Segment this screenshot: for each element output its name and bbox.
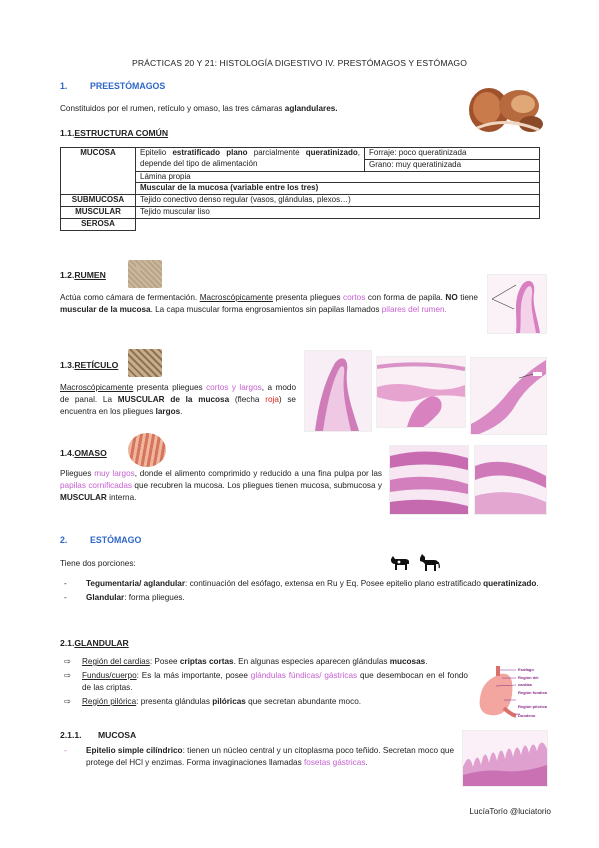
- submucosa-cell: Tejido conectivo denso regular (vasos, glándulas, plexos…): [136, 195, 540, 207]
- arrow-icon: ⇨: [64, 670, 71, 680]
- mucosa-histology-image: [462, 730, 548, 787]
- rumen-texture-icon: [128, 260, 162, 288]
- section-1-intro: Constituidos por el rumen, retículo y omaso, las tres cámaras aglandulares.: [60, 104, 338, 113]
- glandular-regions-list: [64, 656, 468, 708]
- list-item: ⇨ Región pilórica: presenta glándulas pilóricas que secretan abundante moco.: [64, 696, 362, 706]
- section-2-intro: Tiene dos porciones:: [60, 559, 136, 568]
- cow-icon: [389, 553, 411, 571]
- arrow-icon: ⇨: [64, 696, 71, 706]
- reticulum-histology-1: [304, 350, 372, 432]
- stomach-diagram: [476, 664, 548, 722]
- rumen-histology-image: [487, 274, 547, 334]
- submucosa-label: SUBMUCOSA: [61, 195, 136, 207]
- muscular-label: MUSCULAR: [61, 206, 136, 218]
- epitelio-cell: Epitelio estratificado plano parcialmente queratinizado, depende del tipo de alimentación: [136, 148, 365, 172]
- omasum-text: Pliegues muy largos, donde el alimento comprimido y reducido a una fina pulpa por las papilas corniﬁcadas que recubren la mucosa. Los pliegues tienen mucosa, submucosa y MUSCULAR interna.: [60, 469, 382, 502]
- reticulum-texture-icon: [128, 349, 162, 377]
- subsection-1-1-heading: 1.1.ESTRUCTURA COMÚN: [60, 128, 169, 138]
- rumen-photo: [467, 80, 545, 136]
- reticulum-histology-2: [376, 356, 466, 428]
- stomach-portions-list: [60, 578, 540, 604]
- subsection-1-4-heading: 1.4.OMASO: [60, 448, 107, 458]
- omasum-texture-icon: [128, 433, 166, 467]
- reticulum-histology-3: [470, 357, 547, 435]
- table-row: [61, 218, 540, 230]
- grano-cell: Grano: muy queratinizada: [365, 159, 540, 171]
- table-row: [61, 195, 540, 207]
- list-item: ⇨ Región del cardias: Posee criptas cortas. En algunas especies aparecen glándulas mucosas.: [64, 657, 428, 666]
- table-row: [61, 148, 540, 160]
- list-item: ⇨ Fundus/cuerpo: Es la más importante, posee glándulas fúndicas/ gástricas que desembocan en el fondo de las criptas.: [64, 670, 468, 692]
- subsection-2-1-heading: 2.1.GLANDULAR: [60, 638, 129, 648]
- subsection-2-1-1-heading: 2.1.1. MUCOSA: [60, 730, 137, 740]
- forraje-cell: Forraje: poco queratinizada: [365, 148, 540, 160]
- section-number: 1.: [60, 81, 68, 91]
- table-row: [61, 206, 540, 218]
- subsection-1-2-heading: 1.2.RUMEN: [60, 270, 106, 280]
- section-1-heading: [60, 80, 165, 93]
- author-signature: LucíaTorío @luciatorio: [469, 807, 551, 817]
- rumen-text: Actúa como cámara de fermentación. Macroscópicamente presenta pliegues cortos con forma de papila. NO tiene muscular de la mucosa. La capa muscular forma engrosamientos sin papilas llamados pilares del rumen.: [60, 293, 478, 314]
- list-item: - Glandular: forma pliegues.: [64, 592, 185, 602]
- muscular-cell: Tejido muscular liso: [136, 206, 540, 218]
- page-title: PRÁCTICAS 20 Y 21: HISTOLOGÍA DIGESTIVO IV. PRESTÓMAGOS Y ESTÓMAGO: [131, 58, 467, 68]
- lamina-propia-cell: Lámina propia: [136, 171, 540, 183]
- list-item: - Tegumentaria/ aglandular: continuación del esófago, extensa en Ru y Eq. Posee epitelio plano estratificado queratinizado.: [64, 579, 539, 588]
- mucosa-text: - Epitelio simple cilíndrico: tienen un núcleo central y un citoplasma poco teñido. Secretan moco que protege del HCl y enzimas. Forma invaginaciones llamadas fosetas gástricas.: [64, 746, 455, 767]
- mucosa-label: MUCOSA: [61, 148, 136, 195]
- stomach-diagram-labels: Esófago Región del cardias Región fúndica Región pilórica Duodeno: [518, 667, 547, 718]
- muscular-mucosa-cell: Muscular de la mucosa (variable entre los tres): [136, 183, 540, 195]
- structure-table: [60, 147, 540, 231]
- section-2-heading: 2. ESTÓMAGO: [60, 535, 142, 545]
- reticulum-text: Macroscópicamente presenta pliegues cortos y largos, a modo de panal. La MUSCULAR de la mucosa (flecha roja) se encuentra en los pliegues largos.: [60, 383, 297, 416]
- omasum-histology-1: [389, 445, 469, 515]
- serosa-label: SEROSA: [61, 218, 136, 230]
- omasum-histology-2: [474, 445, 547, 515]
- section-title: PREESTÓMAGOS: [90, 81, 166, 91]
- arrow-icon: ⇨: [64, 657, 71, 666]
- subsection-1-3-heading: 1.3.RETÍCULO: [60, 360, 119, 370]
- horse-icon: [418, 552, 440, 572]
